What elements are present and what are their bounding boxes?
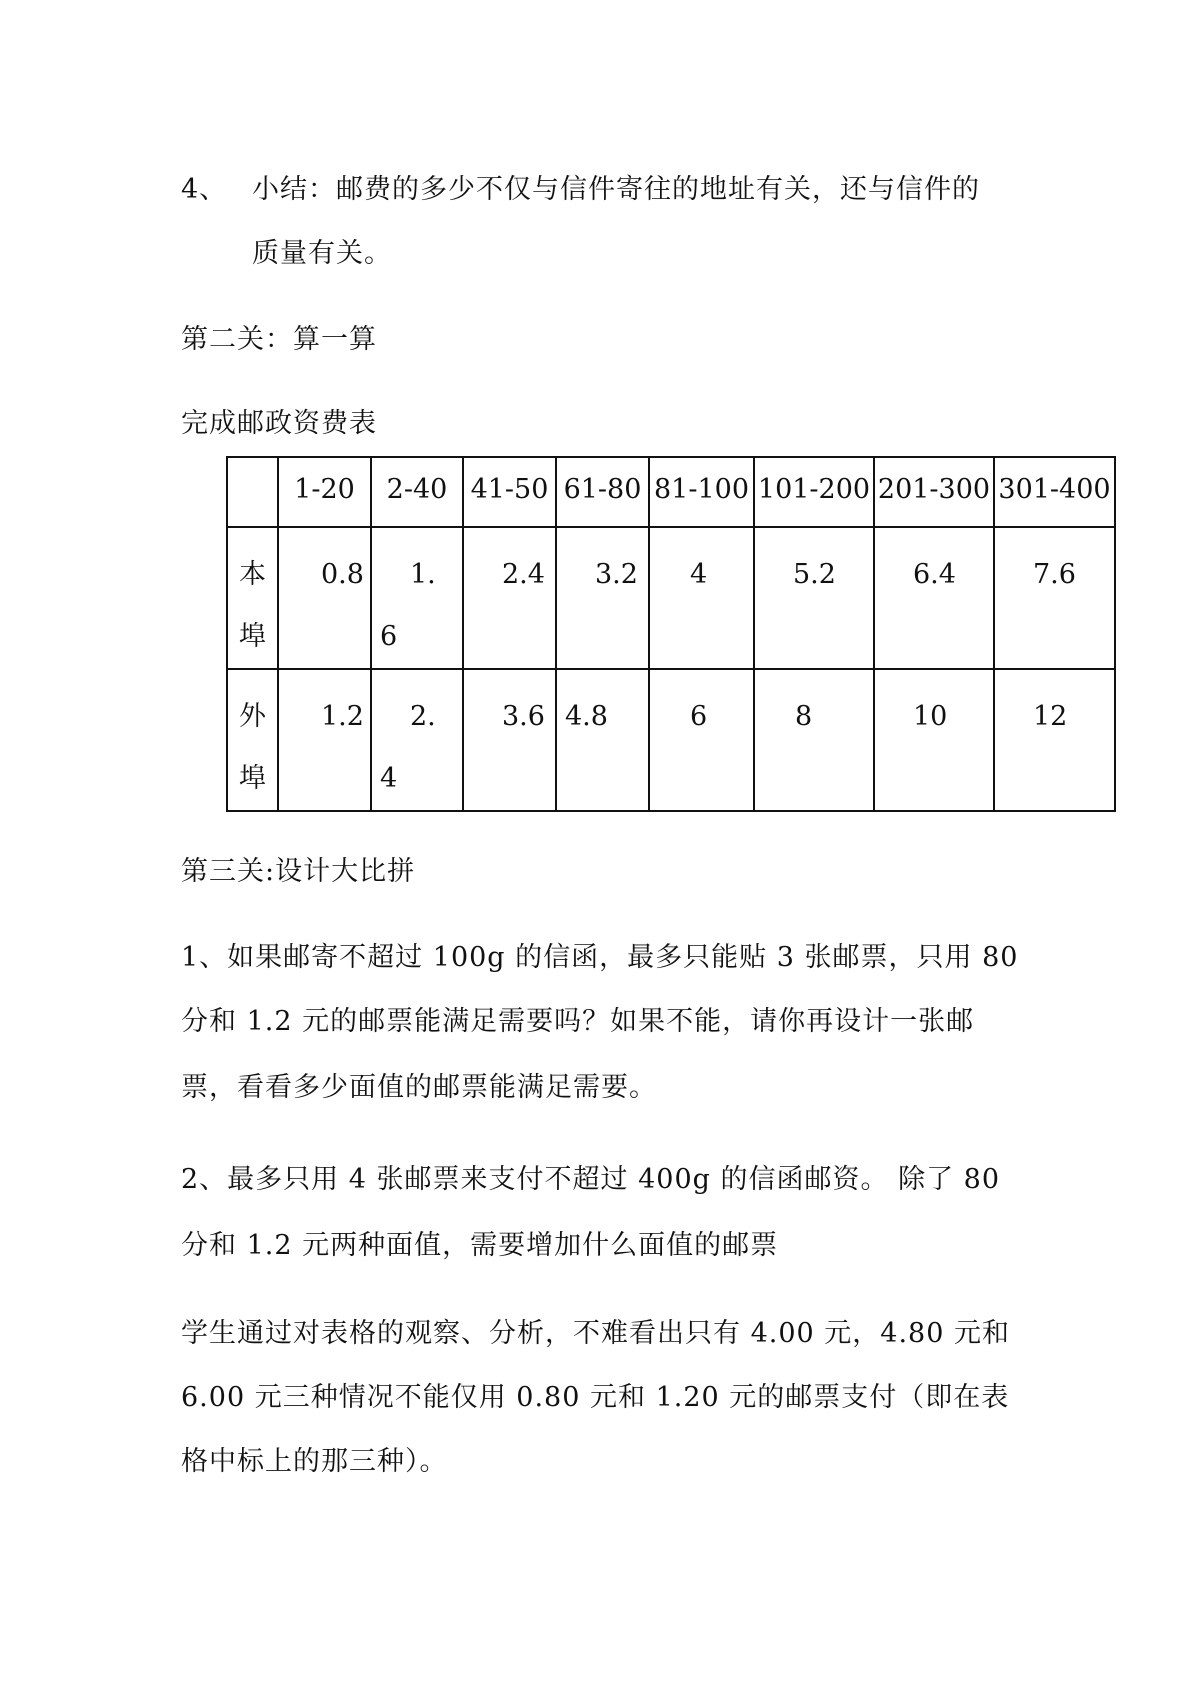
row-label-char: 本 [239,559,266,590]
row-label [228,670,277,810]
header-label: 1-20 [294,474,355,505]
header-label: 41-50 [470,474,549,505]
question-2-line-1: 2、最多只用 4 张邮票来支付不超过 400g 的信函邮资。 除了 80 [181,1164,1001,1195]
rate-cell [649,527,754,669]
rate-value: 6 [690,701,708,732]
row-label-cell [227,669,278,811]
rate-value: 4 [690,559,708,590]
rate-value: 8 [795,701,813,732]
rate-value-continued: 4 [380,763,398,794]
header-label: 301-400 [998,474,1111,505]
rate-value: 10 [913,701,948,732]
rate-cell [556,669,649,811]
summary-line-1: 小结：邮费的多少不仅与信件寄往的地址有关，还与信件的 [252,174,980,205]
rate-cell [754,669,874,811]
rate-cell [994,669,1115,811]
row-label [228,528,277,668]
rate-cell [556,527,649,669]
rate-value: 1. [410,559,436,590]
header-cell [227,457,278,527]
rate-cell [754,527,874,669]
row-label-cell [227,527,278,669]
rate-cell [371,669,463,811]
rate-cell [463,527,556,669]
header-label [228,458,277,474]
summary-number: 4、 [181,174,228,205]
question-1-line-1: 1、如果邮寄不超过 100g 的信函，最多只能贴 3 张邮票，只用 80 [181,942,1019,973]
rate-cell [874,669,994,811]
rate-value: 7.6 [1033,559,1076,590]
rate-cell [874,527,994,669]
rate-value: 3.6 [502,701,545,732]
question-1-line-3: 票，看看多少面值的邮票能满足需要。 [181,1072,657,1103]
rate-cell [278,527,371,669]
header-cell [754,457,874,527]
rate-value: 4.8 [565,701,608,732]
table-row-local [227,527,1115,669]
summary-line-2: 质量有关。 [252,238,392,269]
table-caption: 完成邮政资费表 [181,408,377,439]
row-label-char: 外 [239,701,266,732]
rate-value: 1.2 [321,701,364,732]
header-cell [278,457,371,527]
rate-cell [278,669,371,811]
header-cell [874,457,994,527]
rate-value: 2.4 [502,559,545,590]
postage-rate-table [226,456,1116,812]
header-label: 61-80 [563,474,642,505]
header-cell [994,457,1115,527]
analysis-line-3: 格中标上的那三种）。 [181,1446,448,1477]
rate-cell [994,527,1115,669]
rate-value: 0.8 [321,559,364,590]
rate-value: 5.2 [793,559,836,590]
rate-cell [371,527,463,669]
row-label-char: 埠 [239,621,266,652]
header-cell [649,457,754,527]
rate-cell [463,669,556,811]
rate-value-continued: 6 [380,621,398,652]
analysis-line-1: 学生通过对表格的观察、分析，不难看出只有 4.00 元，4.80 元和 [181,1318,1010,1349]
rate-value: 6.4 [913,559,956,590]
rate-cell [649,669,754,811]
header-label: 101-200 [757,474,871,505]
header-cell [556,457,649,527]
table-row-nonlocal [227,669,1115,811]
header-cell [463,457,556,527]
level3-title: 第三关:设计大比拼 [181,856,416,887]
question-1-line-2: 分和 1.2 元的邮票能满足需要吗？如果不能，请你再设计一张邮 [181,1006,975,1037]
header-label: 201-300 [877,474,991,505]
row-label-char: 埠 [239,763,266,794]
analysis-line-2: 6.00 元三种情况不能仅用 0.80 元和 1.20 元的邮票支付（即在表 [181,1382,1010,1413]
header-label: 2-40 [386,474,448,505]
table-header-row [227,457,1115,527]
level2-title: 第二关：算一算 [181,324,377,355]
header-cell [371,457,463,527]
rate-value: 12 [1033,701,1068,732]
header-label: 81-100 [653,474,749,505]
question-2-line-2: 分和 1.2 元两种面值，需要增加什么面值的邮票 [181,1230,779,1261]
rate-value: 3.2 [595,559,638,590]
rate-value: 2. [410,701,436,732]
